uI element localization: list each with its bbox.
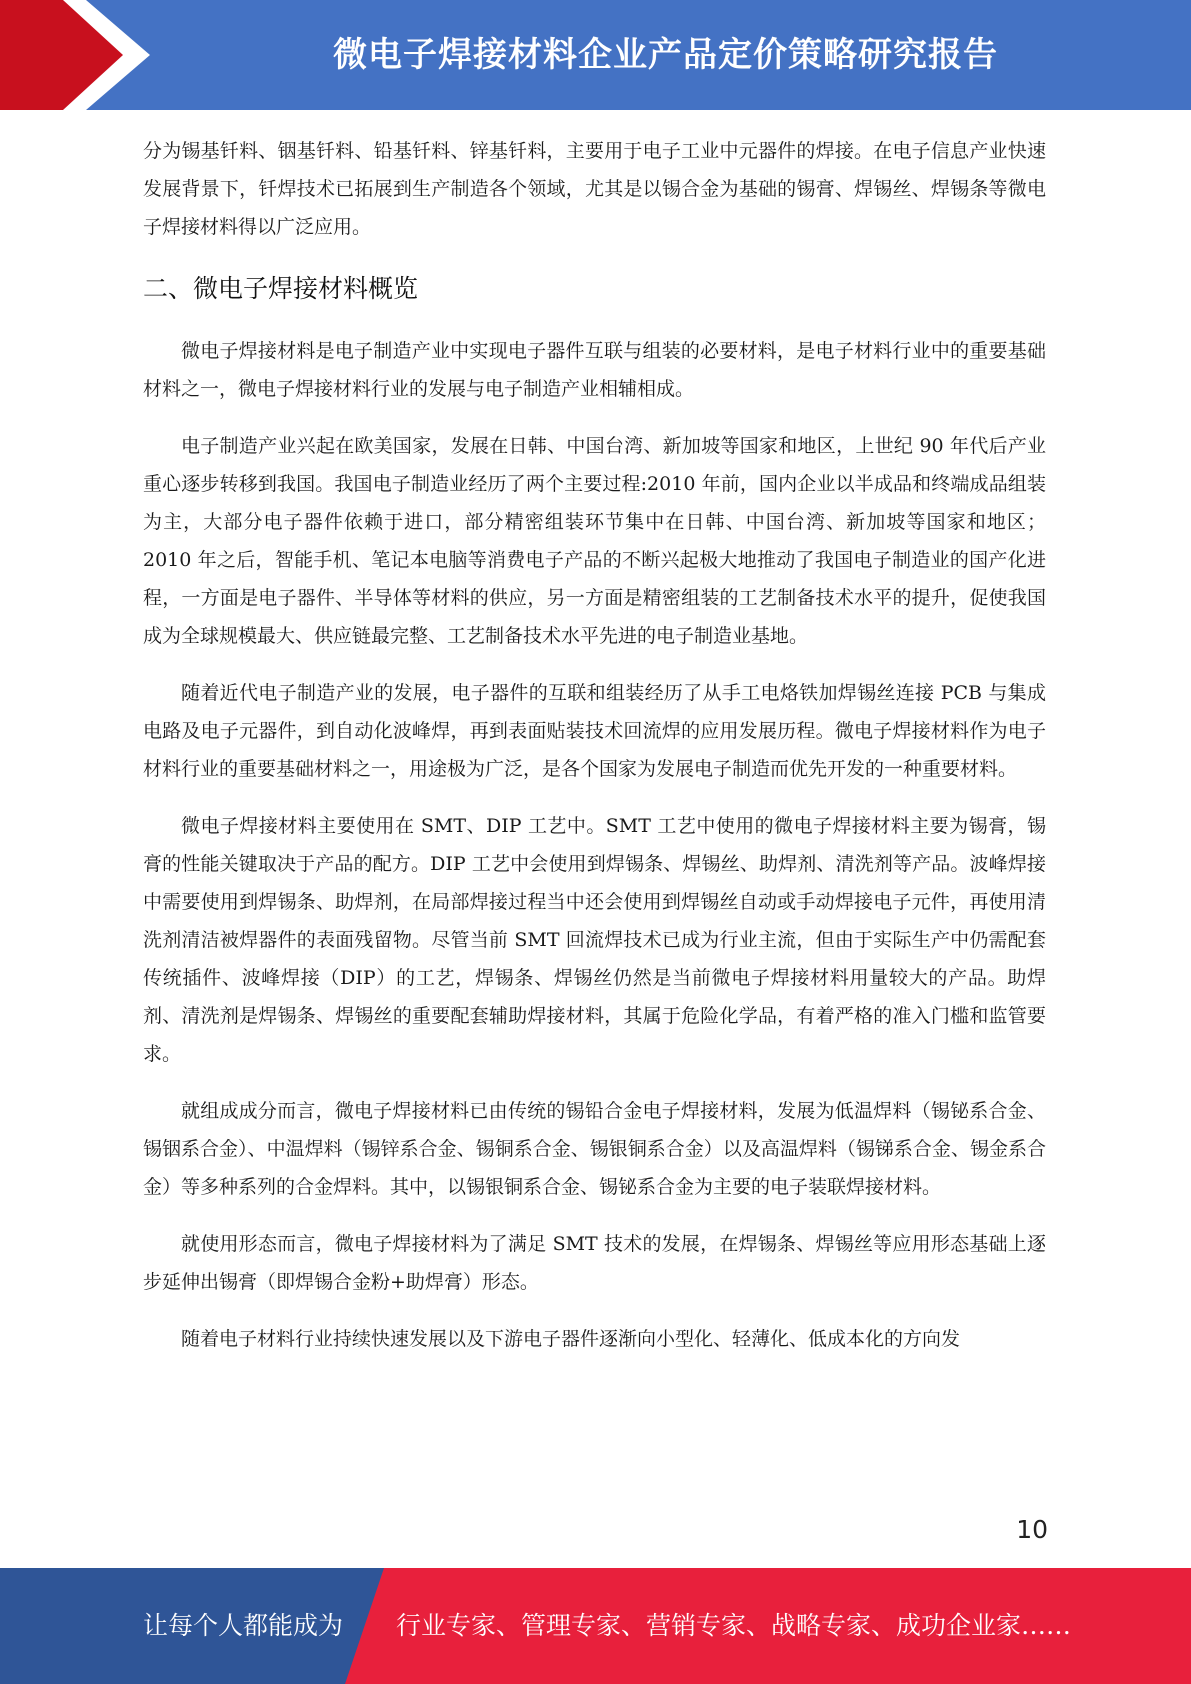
page-footer <box>0 1568 1191 1684</box>
paragraph-composition: 就组成成分而言，微电子焊接材料已由传统的锡铅合金电子焊接材料，发展为低温焊料（锡铋系合金、锡铟系合金）、中温焊料（锡锌系合金、锡铜系合金、锡银铜系合金）以及高温焊料（锡锑系合金、锡金系合金）等多种系列的合金焊料。其中，以锡银铜系合金、锡铋系合金为主要的电子装联焊接材料。 <box>143 1100 1046 1198</box>
paragraph-usage-form: 就使用形态而言，微电子焊接材料为了满足 SMT 技术的发展，在焊锡条、焊锡丝等应用形态基础上逐步延伸出锡膏（即焊锡合金粉+助焊膏）形态。 <box>143 1233 1046 1293</box>
paragraph-development-path: 随着近代电子制造产业的发展，电子器件的互联和组装经历了从手工电烙铁加焊锡丝连接 PCB 与集成电路及电子元器件，到自动化波峰焊，再到表面贴装技术回流焊的应用发展历程。微电子焊接材料作为电子材料行业的重要基础材料之一，用途极为广泛，是各个国家为发展电子制造而优先开发的一种重要材料。 <box>143 682 1046 780</box>
page-body <box>143 132 1046 1377</box>
footer-slogan-left: 让每个人都能成为 <box>143 1611 344 1640</box>
page-header <box>0 0 1191 110</box>
paragraph-overview: 微电子焊接材料是电子制造产业中实现电子器件互联与组装的必要材料，是电子材料行业中的重要基础材料之一，微电子焊接材料行业的发展与电子制造产业相辅相成。 <box>143 340 1046 400</box>
paragraph-solder-types: 分为锡基钎料、铟基钎料、铅基钎料、锌基钎料，主要用于电子工业中元器件的焊接。在电子信息产业快速发展背景下，钎焊技术已拓展到生产制造各个领域，尤其是以锡合金为基础的锡膏、焊锡丝、焊锡条等微电子焊接材料得以广泛应用。 <box>143 140 1046 238</box>
paragraph-trend: 随着电子材料行业持续快速发展以及下游电子器件逐渐向小型化、轻薄化、低成本化的方向发 <box>181 1328 961 1350</box>
page-number: 10 <box>1016 1515 1048 1544</box>
footer-slogan-right: 行业专家、管理专家、营销专家、战略专家、成功企业家…… <box>396 1611 1072 1640</box>
paragraph-smt-dip: 微电子焊接材料主要使用在 SMT、DIP 工艺中。SMT 工艺中使用的微电子焊接材料主要为锡膏，锡膏的性能关键取决于产品的配方。DIP 工艺中会使用到焊锡条、焊锡丝、助焊剂、清洗剂等产品。波峰焊接中需要使用到焊锡条、助焊剂，在局部焊接过程当中还会使用到焊锡丝自动或手动焊接电子元件，再使用清洗剂清洁被焊器件的表面残留物。尽管当前 SMT 回流焊技术已成为行业主流，但由于实际生产中仍需配套传统插件、波峰焊接（DIP）的工艺，焊锡条、焊锡丝仍然是当前微电子焊接材料用量较大的产品。助焊剂、清洗剂是焊锡条、焊锡丝的重要配套辅助焊接材料，其属于危险化学品，有着严格的准入门槛和监管要求。 <box>143 815 1046 1065</box>
section-heading: 二、微电子焊接材料概览 <box>143 274 419 303</box>
report-title: 微电子焊接材料企业产品定价策略研究报告 <box>333 35 998 75</box>
paragraph-industry-history: 电子制造产业兴起在欧美国家，发展在日韩、中国台湾、新加坡等国家和地区，上世纪 90 年代后产业重心逐步转移到我国。我国电子制造业经历了两个主要过程:2010 年前，国内企业以半成品和终端成品组装为主，大部分电子器件依赖于进口，部分精密组装环节集中在日韩、中国台湾、新加坡等国家和地区；2010 年之后，智能手机、笔记本电脑等消费电子产品的不断兴起极大地推动了我国电子制造业的国产化进程，一方面是电子器件、半导体等材料的供应，另一方面是精密组装的工艺制备技术水平的提升，促使我国成为全球规模最大、供应链最完整、工艺制备技术水平先进的电子制造业基地。 <box>143 435 1046 647</box>
